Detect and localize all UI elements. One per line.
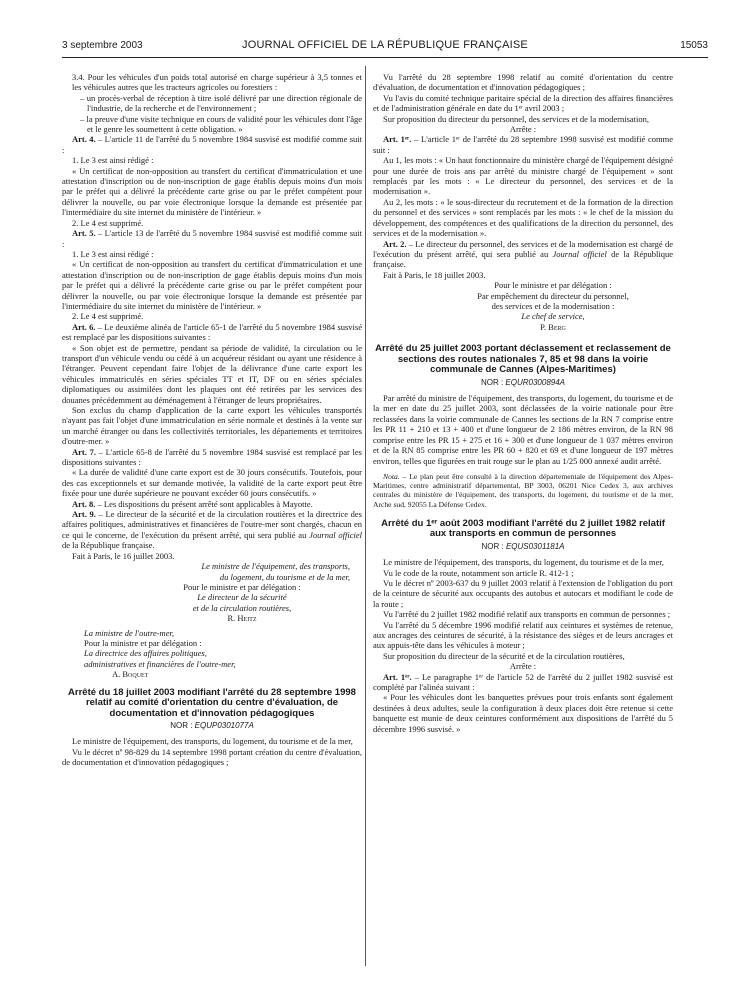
article-text: – L'article 13 de l'arrêté du 5 novembre 1984 susvisé est modifié comme suit : xyxy=(62,228,362,249)
paragraph: 1. Le 3 est ainsi rédigé : xyxy=(72,248,154,259)
paragraph: 3.4. Pour les véhicules d'un poids total autorisé en charge supérieur à 3,5 tonnes et les véhicules autres que les tracteurs agricoles ou forestiers : xyxy=(72,72,362,93)
signatory-line: du logement, du tourisme et de la mer, xyxy=(219,571,350,582)
article-label: Art. 1ᵉʳ. xyxy=(383,134,412,145)
paragraph: Vu l'arrêté du 28 septembre 1998 relatif au comité d'orientation du centre d'évaluation, de documentation et d'innovation pédagogiques ; xyxy=(373,72,673,93)
signatory-line: et de la circulation routières, xyxy=(192,602,292,613)
signatory-line: administratives et financières de l'outre-mer, xyxy=(84,658,236,669)
page-number: 15053 xyxy=(680,40,708,51)
article-8 xyxy=(62,499,362,509)
signatory-line: des services et de la modernisation : xyxy=(491,300,615,311)
article-text: de la République française. xyxy=(62,540,155,551)
paragraph: Au 1, les mots : « Un haut fonctionnaire du ministère chargé de l'équipement désigné pour une durée de trois ans par arrêté du ministre chargé de l'équipement » sont remplacés par les mots : « Le directeur du personnel, des services et de la modernisation ». xyxy=(373,155,673,197)
quote: « Un certificat de non-opposition au transfert du certificat d'immatriculation et une attestation d'inscription ou de non-inscription de gage établis depuis moins d'un mois par le préfet qui a délivré la précédente carte grise ou par le préfet compétent pour délivrer la nouvelle, ou par voie électronique lorsque la demande est présentée par l'intermédiaire du site internet du ministère de l'intérieur. » xyxy=(62,165,362,218)
journal-name: Journal officiel xyxy=(552,248,607,259)
signatory-name: R. Heitz xyxy=(227,613,257,624)
column-divider xyxy=(365,66,366,966)
nor-label: NOR : xyxy=(481,541,506,551)
article-label: Art. 9. xyxy=(72,509,96,520)
decree-title: Arrêté du 1ᵉʳ août 2003 modifiant l'arrêté du 2 juillet 1982 relatif aux transports en commun de personnes xyxy=(381,517,665,540)
decree-title: Arrêté du 18 juillet 2003 modifiant l'arrêté du 28 septembre 1998 relatif au comité d'orientation du centre d'évaluation, de documentation et d'innovation pédagogiques xyxy=(68,686,356,719)
article-7 xyxy=(62,447,362,468)
article-text: – L'article 65-8 de l'arrêté du 5 novembre 1984 susvisé est remplacé par les dispositions suivantes : xyxy=(62,446,362,468)
article-text: de la République française. xyxy=(373,248,673,270)
article-2 xyxy=(373,239,673,270)
nor-reference xyxy=(373,542,673,552)
article-text: – Le directeur de la sécurité et de la circulation routières et la directrice des affaires politiques, administratives et financières de l'outre-mer sont chargés, chacun en ce qui le concerne, de l'exécution du présent arrêté, qui sera publié au xyxy=(62,509,362,540)
article-text: – L'article 1ᵉʳ de l'arrêté du 28 septembre 1998 susvisé est modifié comme suit : xyxy=(373,134,673,155)
signatory-line: Pour le ministre et par délégation : xyxy=(183,581,301,592)
article-6 xyxy=(62,322,362,343)
header-rule xyxy=(62,57,708,58)
nor-code: EQUS0301181A xyxy=(505,541,565,551)
article-label: Art. 6. xyxy=(72,321,96,332)
signatory-line: Par empêchement du directeur du personnel, xyxy=(477,290,629,301)
nor-label: NOR : xyxy=(480,377,506,387)
journal-title: JOURNAL OFFICIEL DE LA RÉPUBLIQUE FRANÇAISE xyxy=(242,39,528,51)
nota-label: Nota. xyxy=(383,471,400,481)
paragraph: Le ministre de l'équipement, des transports, du logement, du tourisme et de la mer, xyxy=(72,736,353,747)
article-4 xyxy=(62,134,362,155)
quote: « Un certificat de non-opposition au transfert du certificat d'immatriculation et une attestation d'inscription ou de non-inscription de gage établis depuis moins d'un mois par le préfet qui a délivré la précédente carte grise ou par le préfet compétent pour délivrer la nouvelle, ou par voie électronique lorsque la demande est présentée par l'intermédiaire du site internet du ministère de l'intérieur. » xyxy=(62,259,362,311)
quote: Son exclus du champ d'application de la carte export les véhicules transportés n'ayant pas fait l'objet d'une immatriculation en série normale et destinés à la vente sur un marché étranger ou dans les collectivités territoriales, les départements et territoires d'outre-mer. » xyxy=(62,405,362,447)
article-label: Art. 7. xyxy=(72,446,96,457)
list-item: – la preuve d'une visite technique en cours de validité pour les véhicules dont l'âge et le genre les soumettent à cette obligation. » xyxy=(80,113,362,135)
paragraph: Vu le code de la route, notamment son article R. 412-1 ; xyxy=(383,567,574,578)
article-label: Art. 5. xyxy=(72,228,96,239)
paragraph: Vu l'arrêté du 5 décembre 1996 modifié relatif aux ceintures et systèmes de retenue, aux ancrages des ceintures de sécurité, à la résistance des sièges et de leurs ancrages et aux appuis-tête dans les véhicules à moteur ; xyxy=(373,619,673,651)
decree-title: Arrêté du 25 juillet 2003 portant déclassement et reclassement de sections des routes nationales 7, 85 et 98 dans la voirie communale de Cannes (Alpes-Maritimes) xyxy=(375,343,671,376)
paragraph: Le ministre de l'équipement, des transports, du logement, du tourisme et de la mer, xyxy=(383,557,664,568)
nor-reference xyxy=(373,378,673,388)
nota xyxy=(373,472,673,509)
signatory-line: Pour le ministre et par délégation : xyxy=(494,280,612,291)
arrete-heading: Arrête : xyxy=(509,661,537,672)
right-column xyxy=(373,72,673,734)
journal-name: Journal officiel xyxy=(309,529,362,540)
article-text: – Le directeur du personnel, des services et de la modernisation est chargé de l'exécution du présent arrêté, qui sera publié au xyxy=(373,238,673,259)
nor-reference xyxy=(62,721,362,731)
signatory-name: A. Boquet xyxy=(112,669,149,680)
paragraph: 1. Le 3 est ainsi rédigé : xyxy=(72,155,154,166)
nota-text: – Le plan peut être consulté à la direction départementale de l'équipement des Alpes-Maritimes, centre administratif départemental, BP 3003, 06201 Nice Cedex 3, aux archives centrales du ministère de l'équipement, des transports, du logement, du tourisme et de la mer, Arche sud, 92055 La Défense Cedex. xyxy=(373,471,673,509)
article-label: Art. 8. xyxy=(72,498,96,509)
article-label: Art. 4. xyxy=(72,134,96,145)
nor-label: NOR : xyxy=(170,721,195,731)
article-1 xyxy=(373,134,673,155)
article-9 xyxy=(62,509,362,551)
paragraph: Au 2, les mots : « le sous-directeur du recrutement et de la formation de la direction du personnel et des services » sont remplacés par les mots : « le chef de la mission du développement, des compétences et des qualifications de la direction du personnel, des services et de la modernisation ». xyxy=(373,196,673,239)
quote: « Son objet est de permettre, pendant sa période de validité, la circulation ou le transport d'un véhicule vendu ou cédé à un acquéreur résidant ou ayant une résidence à l'étranger. Peuvent cependant faire l'objet de la délivrance d'une carte export les véhicules immatriculés en séries spéciales TT et IT, DF ou en séries spéciales diplomatiques ou assimilées dont les plaques ont été retirées par les services des douanes précédemment au déménagement à l'étranger de leurs propriétaires. xyxy=(62,342,362,405)
signatory-line: La ministre de l'outre-mer, xyxy=(84,627,174,638)
quote: « Pour les véhicules dont les banquettes prévues pour trois enfants sont également destinées à deux adultes, seule la configuration à deux places doit être retenue si cette banquette est munie de deux ceintures conformément aux dispositions de l'arrêté du 5 décembre 1996 susvisé. » xyxy=(373,692,673,734)
paragraph: Sur proposition du directeur du personnel, des services et de la modernisation, xyxy=(383,113,650,124)
article-label: Art. 1ᵉʳ. xyxy=(383,671,412,682)
quote: « La durée de validité d'une carte export est de 30 jours consécutifs. Toutefois, pour des cas exceptionnels et sur demande motivée, la validité de la carte export peut être fixée pour une durée supérieure ne pouvant excéder 60 jours consécutifs. » xyxy=(62,467,362,499)
article-5 xyxy=(62,228,362,249)
article-1 xyxy=(373,672,673,693)
article-text: – Les dispositions du présent arrêté sont applicables à Mayotte. xyxy=(95,498,313,509)
paragraph: Vu le décret nº 98-829 du 14 septembre 1998 portant création du centre d'évaluation, de documentation et d'innovation pédagogiques ; xyxy=(62,746,362,768)
article-text: – Le paragraphe 1ᵉʳ de l'article 52 de l'arrêté du 2 juillet 1982 susvisé est complété par l'alinéa suivant : xyxy=(373,671,674,692)
page-header xyxy=(62,38,708,54)
signatory-line: Pour la ministre et par délégation : xyxy=(84,637,202,648)
paragraph: Vu le décret nº 2003-637 du 9 juillet 2003 relatif à l'extension de l'obligation du port de la ceinture de sécurité aux occupants des autobus et autocars et modifiant le code de la route ; xyxy=(373,577,673,609)
paragraph: Vu l'avis du comité technique paritaire spécial de la direction des affaires financières et de l'administration générale en date du 1ᵉʳ avril 2003 ; xyxy=(373,92,673,114)
signature-date: Fait à Paris, le 16 juillet 2003. xyxy=(72,550,175,561)
signatory-line: Le ministre de l'équipement, des transports, xyxy=(201,561,350,572)
signatory-line: Le chef de service, xyxy=(521,311,585,322)
left-column xyxy=(62,72,362,768)
nor-code: EQUR0300894A xyxy=(505,377,566,387)
signatory-name: P. Berg xyxy=(540,321,566,332)
paragraph: Par arrêté du ministre de l'équipement, des transports, du logement, du tourisme et de la mer en date du 25 juillet 2003, sont déclassées de la voirie nationale pour être reclassées dans la voirie communale de Cannes les sections de la RN 7 comprise entre les PR 11 + 210 et 13 + 400 et d'une longueur de 2 186 mètres environ, de la RN 98 comprise entre les PR 15 + 275 et 16 + 300 et d'une longueur de 1 037 mètres environ et de la RN 85 comprise entre les PR 60 + 820 et 69 et d'une longueur de 197 mètres environ, telles que figurées en trait rouge sur le plan au 1/25 000 annexé audit arrêté. xyxy=(373,393,673,466)
signature-date: Fait à Paris, le 18 juillet 2003. xyxy=(383,269,486,280)
paragraph: 2. Le 4 est supprimé. xyxy=(72,311,144,322)
article-text: – L'article 11 de l'arrêté du 5 novembre 1984 susvisé est modifié comme suit : xyxy=(62,134,362,155)
nor-code: EQUP0301077A xyxy=(194,721,254,731)
signatory-line: Le directeur de la sécurité xyxy=(197,592,287,603)
arrete-heading: Arrête : xyxy=(509,124,537,135)
list-item: – un procès-verbal de réception à titre isolé délivré par une direction régionale de l'industrie, de la recherche et de l'environnement ; xyxy=(80,92,362,114)
paragraph: 2. Le 4 est supprimé. xyxy=(72,217,144,228)
article-label: Art. 2. xyxy=(383,238,407,249)
signatory-line: La directrice des affaires politiques, xyxy=(84,648,207,659)
article-text: – Le deuxième alinéa de l'article 65-1 de l'arrêté du 5 novembre 1984 susvisé est remplacé par les dispositions suivantes : xyxy=(62,321,362,343)
issue-date: 3 septembre 2003 xyxy=(62,40,143,51)
paragraph: Vu l'arrêté du 2 juillet 1982 modifié relatif aux transports en commun de personnes ; xyxy=(383,609,671,620)
paragraph: Sur proposition du directeur de la sécurité et de la circulation routières, xyxy=(383,650,625,661)
